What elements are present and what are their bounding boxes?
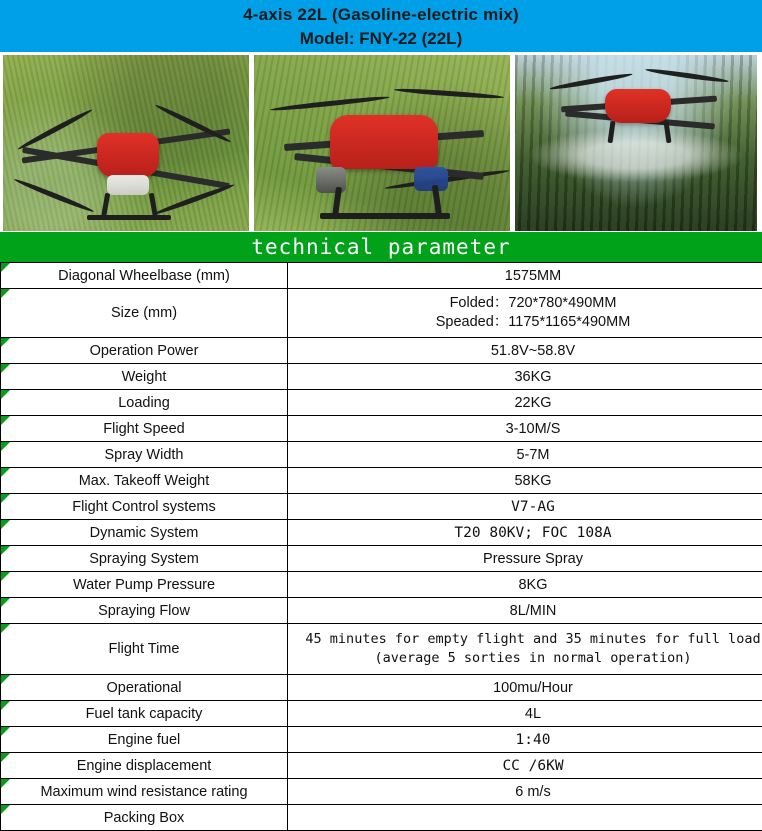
row-label-loading: Loading	[1, 390, 288, 416]
row-label-spray-width: Spray Width	[1, 442, 288, 468]
technical-parameter-table	[0, 262, 762, 831]
drone-illustration	[11, 85, 241, 225]
flight-time-line-2: (average 5 sorties in normal operation)	[292, 649, 762, 668]
row-label-diagonal-wheelbase: Diagonal Wheelbase (mm)	[1, 263, 288, 289]
table-row	[1, 779, 762, 805]
photo-drone-side-view-on-grass	[253, 54, 511, 232]
table-row	[1, 520, 762, 546]
table-row	[1, 701, 762, 727]
drone-illustration-side	[264, 67, 504, 227]
row-value-max-takeoff-weight: 58KG	[288, 468, 762, 494]
product-title-line-1: 4-axis 22L (Gasoline-electric mix)	[0, 3, 762, 27]
row-label-size: Size (mm)	[1, 289, 288, 338]
product-model-line: Model: FNY-22 (22L)	[0, 27, 762, 51]
row-value-spray-width: 5-7M	[288, 442, 762, 468]
drone-illustration-spraying	[549, 65, 729, 155]
row-label-max-wind-resistance: Maximum wind resistance rating	[1, 779, 288, 805]
row-label-operational: Operational	[1, 675, 288, 701]
row-label-packing-box: Packing Box	[1, 805, 288, 831]
row-label-operation-power: Operation Power	[1, 338, 288, 364]
row-value-size	[288, 289, 762, 338]
row-value-flight-control-systems: V7-AG	[288, 494, 762, 520]
row-value-operation-power: 51.8V~58.8V	[288, 338, 762, 364]
row-value-weight: 36KG	[288, 364, 762, 390]
table-row	[1, 546, 762, 572]
table-row	[1, 753, 762, 779]
product-title-banner	[0, 0, 762, 52]
row-value-fuel-tank-capacity: 4L	[288, 701, 762, 727]
table-row	[1, 727, 762, 753]
row-value-spraying-system: Pressure Spray	[288, 546, 762, 572]
table-row	[1, 624, 762, 675]
table-row	[1, 416, 762, 442]
table-row	[1, 364, 762, 390]
row-value-operational: 100mu/Hour	[288, 675, 762, 701]
flight-time-line-1: 45 minutes for empty flight and 35 minutes for full load	[292, 630, 762, 649]
table-row	[1, 572, 762, 598]
table-row	[1, 494, 762, 520]
table-row	[1, 289, 762, 338]
row-label-fuel-tank-capacity: Fuel tank capacity	[1, 701, 288, 727]
row-label-spraying-system: Spraying System	[1, 546, 288, 572]
row-value-engine-displacement: CC /6KW	[288, 753, 762, 779]
row-label-flight-control-systems: Flight Control systems	[1, 494, 288, 520]
row-value-dynamic-system: T20 80KV; FOC 108A	[288, 520, 762, 546]
row-value-flight-time	[288, 624, 762, 675]
row-label-dynamic-system: Dynamic System	[1, 520, 288, 546]
size-folded: Folded：720*780*490MM	[292, 294, 762, 313]
row-value-engine-fuel: 1:40	[288, 727, 762, 753]
table-row	[1, 805, 762, 831]
table-row	[1, 390, 762, 416]
table-row	[1, 263, 762, 289]
row-value-loading: 22KG	[288, 390, 762, 416]
row-value-max-wind-resistance: 6 m/s	[288, 779, 762, 805]
row-value-packing-box	[288, 805, 762, 831]
section-title-technical-parameter: technical parameter	[0, 232, 762, 262]
row-label-water-pump-pressure: Water Pump Pressure	[1, 572, 288, 598]
product-photo-strip	[0, 52, 762, 232]
row-value-spraying-flow: 8L/MIN	[288, 598, 762, 624]
row-label-spraying-flow: Spraying Flow	[1, 598, 288, 624]
row-label-engine-displacement: Engine displacement	[1, 753, 288, 779]
photo-drone-front-view-on-grass	[2, 54, 250, 232]
row-label-weight: Weight	[1, 364, 288, 390]
table-row	[1, 675, 762, 701]
row-value-water-pump-pressure: 8KG	[288, 572, 762, 598]
table-row	[1, 598, 762, 624]
row-label-flight-time: Flight Time	[1, 624, 288, 675]
photo-drone-spraying-in-orchard	[514, 54, 758, 232]
row-value-flight-speed: 3-10M/S	[288, 416, 762, 442]
row-label-engine-fuel: Engine fuel	[1, 727, 288, 753]
row-label-max-takeoff-weight: Max. Takeoff Weight	[1, 468, 288, 494]
row-label-flight-speed: Flight Speed	[1, 416, 288, 442]
table-row	[1, 468, 762, 494]
table-row	[1, 338, 762, 364]
table-row	[1, 442, 762, 468]
size-spreaded: Speaded：1175*1165*490MM	[292, 313, 762, 332]
row-value-diagonal-wheelbase: 1575MM	[288, 263, 762, 289]
